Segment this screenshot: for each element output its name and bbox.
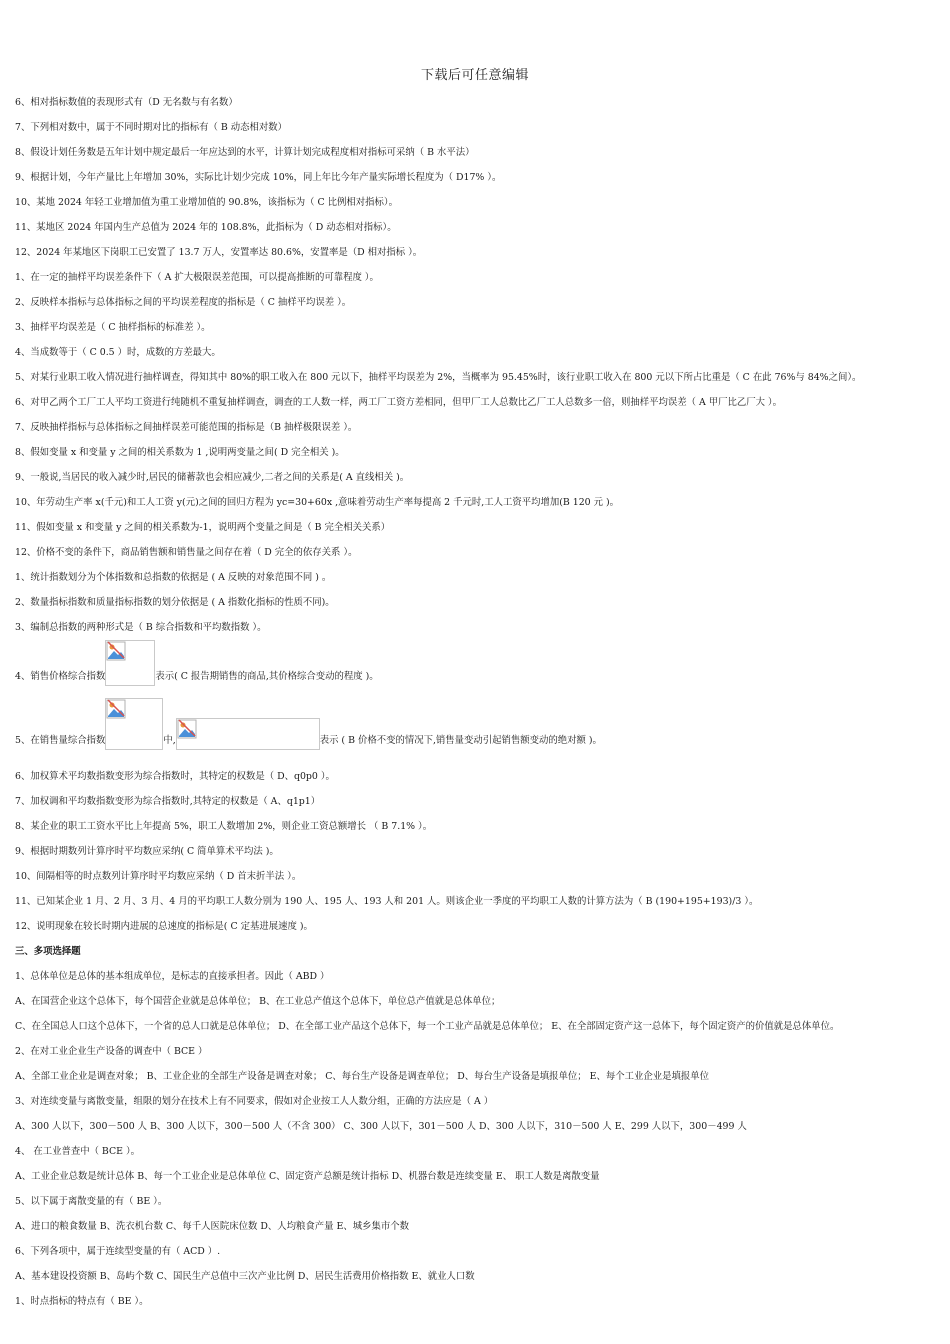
text-line: 7、加权调和平均数指数变形为综合指数时,其特定的权数是（ A、q1p1） <box>15 796 321 807</box>
text-line: A、工业企业总数是统计总体 B、每一个工业企业是总体单位 C、固定资产总额是统计指标 D、机器台数是连续变量 E、 职工人数是离散变量 <box>15 1171 600 1182</box>
q5-mid: 中, <box>163 735 176 746</box>
text-line: 8、假设计划任务数是五年计划中规定最后一年应达到的水平，计算计划完成程度相对指标可采纳（ B 水平法） <box>15 147 475 158</box>
text-line: 3、对连续变量与离散变量，组限的划分在技术上有不同要求，假如对企业按工人人数分组，正确的方法应是（ A ） <box>15 1096 494 1107</box>
text-line: 8、假如变量 x 和变量 y 之间的相关系数为 1 ,说明两变量之间( D 完全相关 )。 <box>15 447 345 458</box>
q4-after: 表示( C 报告期销售的商品,其价格综合变动的程度 )。 <box>155 671 379 682</box>
text-line: 8、某企业的职工工资水平比上年提高 5%，职工人数增加 2%，则企业工资总额增长 （ B 7.1% ）。 <box>15 821 433 832</box>
text-line: 7、反映抽样指标与总体指标之间抽样误差可能范围的指标是（B 抽样极限误差 ）。 <box>15 422 358 433</box>
question-4-line <box>15 640 936 688</box>
text-line: 9、一般说,当居民的收入减少时,居民的储蓄款也会相应减少,二者之间的关系是( A 直线相关 )。 <box>15 472 410 483</box>
text-line: 7、下列相对数中，属于不同时期对比的指标有（ B 动态相对数） <box>15 122 287 133</box>
text-line: 2、在对工业企业生产设备的调查中（ BCE ） <box>15 1046 208 1057</box>
text-line: A、进口的粮食数量 B、洗衣机台数 C、每千人医院床位数 D、人均粮食产量 E、城乡集市个数 <box>15 1221 409 1232</box>
text-line: 4、 在工业普查中（ BCE ）。 <box>15 1146 141 1157</box>
text-line: C、在全国总人口这个总体下，一个省的总人口就是总体单位； D、在全部工业产品这个总体下，每一个工业产品就是总体单位； E、在全部固定资产这一总体下，每个固定资产的价值就是总体单位。 <box>15 1021 840 1032</box>
q5-before: 5、在销售量综合指数 <box>15 735 106 746</box>
text-line: 3、编制总指数的两种形式是（ B 综合指数和平均数指数 ）。 <box>15 622 267 633</box>
text-line: 12、说明现象在较长时期内进展的总速度的指标是( C 定基进展速度 )。 <box>15 921 313 932</box>
section-heading: 三、多项选择题 <box>15 946 81 957</box>
q5-after: 表示 ( B 价格不变的情况下,销售量变动引起销售额变动的绝对额 )。 <box>319 735 602 746</box>
text-line: 6、加权算术平均数指数变形为综合指数时，其特定的权数是（ D、q0p0 ）。 <box>15 771 335 782</box>
text-line: 10、间隔相等的时点数列计算序时平均数应采纳（ D 首末折半法 ）。 <box>15 871 302 882</box>
text-line: 3、抽样平均误差是（ C 抽样指标的标准差 ）。 <box>15 322 211 333</box>
text-line: 12、价格不变的条件下，商品销售额和销售量之间存在着（ D 完全的依存关系 ）。 <box>15 547 358 558</box>
text-line: 10、年劳动生产率 x(千元)和工人工资 y(元)之间的回归方程为 yc=30+60x ,意味着劳动生产率每提高 2 千元时,工人工资平均增加(B 120 元 )。 <box>15 497 620 508</box>
text-line: 6、对甲乙两个工厂工人平均工资进行纯随机不重复抽样调查，调查的工人数一样，两工厂工资方差相同，但甲厂工人总数比乙厂工人总数多一倍，则抽样平均误差（ A 甲厂比乙厂大 ）。 <box>15 397 782 408</box>
broken-image-icon <box>106 641 126 661</box>
text-line: A、全部工业企业是调查对象； B、工业企业的全部生产设备是调查对象； C、每台生产设备是调查单位； D、每台生产设备是填报单位； E、每个工业企业是填报单位 <box>15 1071 709 1082</box>
page-header: 下载后可任意编辑 <box>420 68 529 83</box>
text-line: 5、以下属于离散变量的有（ BE ）。 <box>15 1196 168 1207</box>
text-line: 11、某地区 2024 年国内生产总值为 2024 年的 108.8%，此指标为（ D 动态相对指标）。 <box>15 222 397 233</box>
text-line: 2、反映样本指标与总体指标之间的平均误差程度的指标是（ C 抽样平均误差 ）。 <box>15 297 352 308</box>
text-line: 9、根据计划，今年产量比上年增加 30%，实际比计划少完成 10%，同上年比今年产量实际增长程度为（ D17% ）。 <box>15 172 502 183</box>
formula-image-placeholder <box>105 698 163 750</box>
text-line: 11、已知某企业 1 月、2 月、3 月、4 月的平均职工人数分别为 190 人、195 人、193 人和 201 人。则该企业一季度的平均职工人数的计算方法为（ B (190+195+193)/3 ）。 <box>15 896 759 907</box>
text-line: A、基本建设投资额 B、岛屿个数 C、国民生产总值中三次产业比例 D、居民生活费用价格指数 E、就业人口数 <box>15 1271 475 1282</box>
text-line: 6、相对指标数值的表现形式有（D 无名数与有名数） <box>15 97 238 108</box>
text-line: 1、总体单位是总体的基本组成单位，是标志的直接承担者。因此（ ABD ） <box>15 971 330 982</box>
text-line: A、300 人以下，300－500 人 B、300 人以下，300－500 人（不含 300） C、300 人以下，301－500 人 D、300 人以下，310－500 人 E、299 人以下，300－499 人 <box>15 1121 747 1132</box>
q4-before: 4、销售价格综合指数 <box>15 671 106 682</box>
text-line: 9、根据时期数列计算序时平均数应采纳( C 简单算术平均法 )。 <box>15 846 279 857</box>
broken-image-icon <box>177 719 197 739</box>
text-line: A、在国营企业这个总体下，每个国营企业就是总体单位； B、在工业总产值这个总体下，单位总产值就是总体单位； <box>15 996 501 1007</box>
formula-image-placeholder <box>105 640 155 686</box>
text-line: 2、数量指标指数和质量指标指数的划分依据是 ( A 指数化指标的性质不同)。 <box>15 597 335 608</box>
question-5-line <box>15 698 936 752</box>
text-line: 4、当成数等于（ C 0.5 ）时，成数的方差最大。 <box>15 347 221 358</box>
text-line: 1、时点指标的特点有（ BE ）。 <box>15 1296 149 1307</box>
text-line: 1、统计指数划分为个体指数和总指数的依据是 ( A 反映的对象范围不同 ) 。 <box>15 572 332 583</box>
text-line: 10、某地 2024 年轻工业增加值为重工业增加值的 90.8%，该指标为（ C 比例相对指标）。 <box>15 197 398 208</box>
formula-image-placeholder <box>176 718 320 750</box>
text-line: 11、假如变量 x 和变量 y 之间的相关系数为-1，说明两个变量之间是（ B 完全相关关系） <box>15 522 391 533</box>
text-line: 12、2024 年某地区下岗职工已安置了 13.7 万人，安置率达 80.6%，安置率是（D 相对指标 ）。 <box>15 247 423 258</box>
text-line: 1、在一定的抽样平均误差条件下（ A 扩大极限误差范围，可以提高推断的可靠程度 ）。 <box>15 272 379 283</box>
broken-image-icon <box>106 699 126 719</box>
text-line: 5、对某行业职工收入情况进行抽样调查，得知其中 80%的职工收入在 800 元以下，抽样平均误差为 2%，当概率为 95.45%时，该行业职工收入在 800 元以下所占比重是（ C 在此 76%与 84%之间）。 <box>15 372 862 383</box>
text-line: 6、下列各项中，属于连续型变量的有（ ACD ）. <box>15 1246 221 1257</box>
